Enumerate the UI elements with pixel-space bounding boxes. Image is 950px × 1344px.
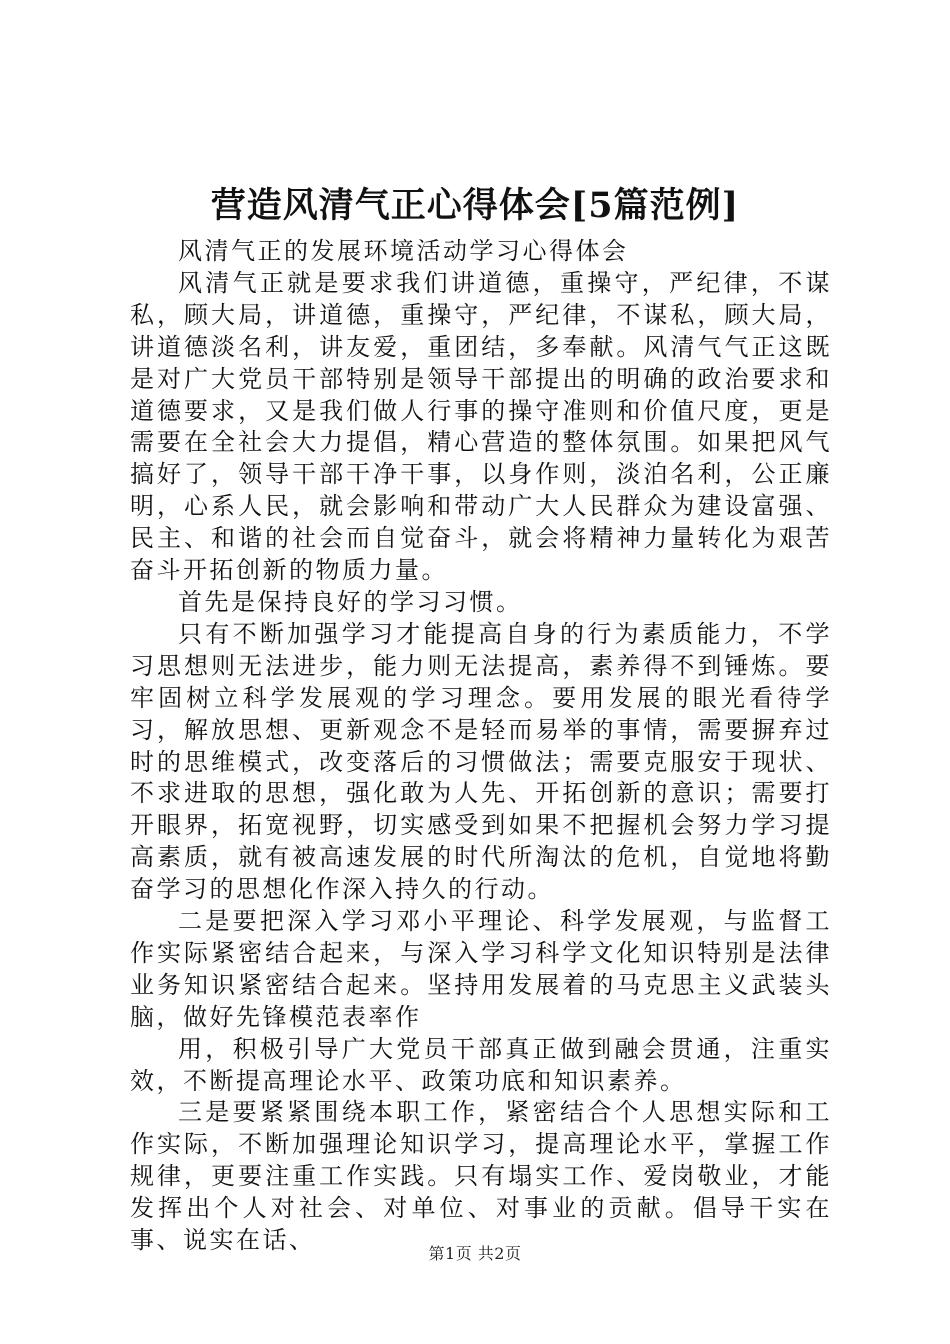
paragraph: 风清气正就是要求我们讲道德，重操守，严纪律，不谋私，顾大局，讲道德，重操守，严纪律，不谋私，顾大局，讲道德淡名利，讲友爱，重团结，多奉献。风清气气正这既是对广大党员干部特别是领导干部提出的明确的政治要求和道德要求，又是我们做人行事的操守准则和价值尺度，更是需要在全社会大力提倡，精心营造的整体氛围。如果把风气搞好了，领导干部干净干事，以身作则，淡泊名利，公正廉明，心系人民，就会影响和带动广大人民群众为建设富强、民主、和谐的社会而自觉奋斗，就会将精神力量转化为艰苦奋斗开拓创新的物质力量。 <box>130 268 832 585</box>
page-footer: 第1页 共2页 <box>428 1244 522 1263</box>
paragraph: 用，积极引导广大党员干部真正做到融会贯通，注重实效，不断提高理论水平、政策功底和知识素养。 <box>130 1034 832 1095</box>
paragraph: 只有不断加强学习才能提高自身的行为素质能力，不学习思想则无法进步，能力则无法提高，素养得不到锤炼。要牢固树立科学发展观的学习理念。要用发展的眼光看待学习，解放思想、更新观念不是轻而易举的事情，需要摒弃过时的思维模式，改变落后的习惯做法；需要克服安于现状、不求进取的思想，强化敢为人先、开拓创新的意识；需要打开眼界，拓宽视野，切实感受到如果不把握机会努力学习提高素质，就有被高速发展的时代所淘汰的危机，自觉地将勤奋学习的思想化作深入持久的行动。 <box>130 619 832 904</box>
document-title: 营造风清气正心得体会[5篇范例] <box>210 185 740 226</box>
document-body <box>130 236 832 1257</box>
paragraph-subtitle: 风清气正的发展环境活动学习心得体会 <box>178 237 629 265</box>
paragraph: 三是要紧紧围绕本职工作，紧密结合个人思想实际和工作实际，不断加强理论知识学习，提高理论水平，掌握工作规律，更要注重工作实践。只有塌实工作、爱岗敬业，才能发挥出个人对社会、对单位、对事业的贡献。倡导干实在事、说实在话、 <box>130 1098 832 1255</box>
paragraph: 首先是保持良好的学习习惯。 <box>178 587 523 616</box>
paragraph: 二是要把深入学习邓小平理论、科学发展观，与监督工作实际紧密结合起来，与深入学习科学文化知识特别是法律业务知识紧密结合起来。坚持用发展着的马克思主义武装头脑，做好先锋模范表率作 <box>130 907 832 1031</box>
